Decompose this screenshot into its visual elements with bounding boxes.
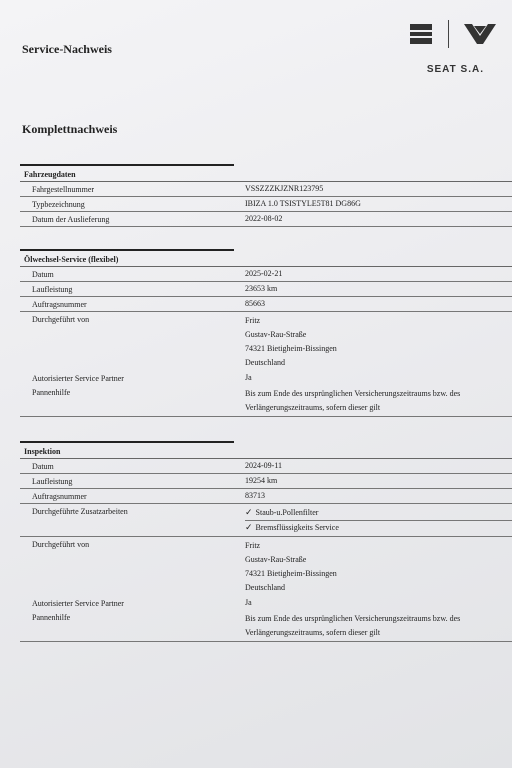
brand-logos-icon [408,20,498,48]
table-row [20,212,512,227]
row-label: Auftragsnummer [32,492,87,501]
row-value: 2024-09-11 [245,461,283,470]
table-row [20,459,512,474]
breakdown-line: Verlängerungszeitraums, sofern dieser gilt [245,403,381,412]
table-row [20,537,512,596]
row-label: Autorisierter Service Partner [32,599,124,608]
brand-name: SEAT S.A. [426,64,484,75]
address-line: Fritz [245,316,261,325]
row-label: Datum der Auslieferung [32,215,110,224]
row-label: Pannenhilfe [32,613,71,622]
vehicle-section [20,164,512,227]
table-row [20,371,512,385]
breakdown-line: Verlängerungszeitraums, sofern dieser gilt [245,628,381,637]
row-label: Autorisierter Service Partner [32,374,124,383]
row-label: Laufleistung [32,285,73,294]
row-value: Ja [245,598,252,607]
table-row [20,197,512,212]
checkmark-icon: ✓ [245,523,253,533]
row-label: Auftragsnummer [32,300,87,309]
row-value: 23653 km [245,284,278,293]
address-line: 74321 Bietigheim-Bissingen [245,569,337,578]
oil-service-section [20,249,512,417]
table-row [20,610,512,642]
row-label: Datum [32,462,54,471]
table-row [20,182,512,197]
address-line: 74321 Bietigheim-Bissingen [245,344,337,353]
row-value: 85663 [245,299,265,308]
breakdown-line: Bis zum Ende des ursprünglichen Versicherungszeitraums bzw. des [245,389,461,398]
address-line: Gustav-Rau-Straße [245,555,307,564]
oil-service-heading: Ölwechsel-Service (flexibel) [20,251,512,267]
row-label: Durchgeführt von [32,540,90,549]
address-block [242,312,512,371]
row-label: Fahrgestellnummer [32,185,95,194]
address-line: Gustav-Rau-Straße [245,330,307,339]
extra-work-item: Bremsflüssigkeits Service [255,523,339,532]
breakdown-line: Bis zum Ende des ursprünglichen Versicherungszeitraums bzw. des [245,614,461,623]
table-row [20,297,512,312]
breakdown-text [242,610,512,641]
table-row [20,489,512,504]
row-label: Pannenhilfe [32,388,71,397]
table-row [20,282,512,297]
table-row [20,504,512,537]
vehicle-heading: Fahrzeugdaten [20,166,512,182]
row-label: Durchgeführte Zusatzarbeiten [32,507,128,516]
row-value: 2022-08-02 [245,214,283,223]
breakdown-text [242,385,512,416]
address-line: Deutschland [245,583,285,592]
row-label: Typbezeichnung [32,200,85,209]
row-label: Durchgeführt von [32,315,90,324]
table-row [20,474,512,489]
row-value: 83713 [245,491,265,500]
row-value: IBIZA 1.0 TSISTYLE5T81 DG86G [245,199,361,208]
address-line: Fritz [245,541,261,550]
list-item [245,521,512,535]
address-line: Deutschland [245,358,285,367]
document-title: Service-Nachweis [22,42,112,56]
table-row [20,312,512,371]
inspection-heading: Inspektion [20,443,512,459]
row-label: Datum [32,270,54,279]
extra-work-list [242,504,512,536]
table-row [20,267,512,282]
address-block [242,537,512,596]
brand-block [408,18,498,78]
section-title: Komplettnachweis [22,122,118,136]
extra-work-item: Staub-u.Pollenfilter [255,508,319,517]
row-value: Ja [245,373,252,382]
table-row [20,596,512,610]
checkmark-icon: ✓ [245,508,253,518]
table-row [20,385,512,417]
row-value: 19254 km [245,476,278,485]
inspection-section [20,441,512,642]
row-label: Laufleistung [32,477,73,486]
row-value: 2025-02-21 [245,269,283,278]
row-value: VSSZZZKJZNR123795 [245,184,324,193]
list-item [245,506,512,521]
